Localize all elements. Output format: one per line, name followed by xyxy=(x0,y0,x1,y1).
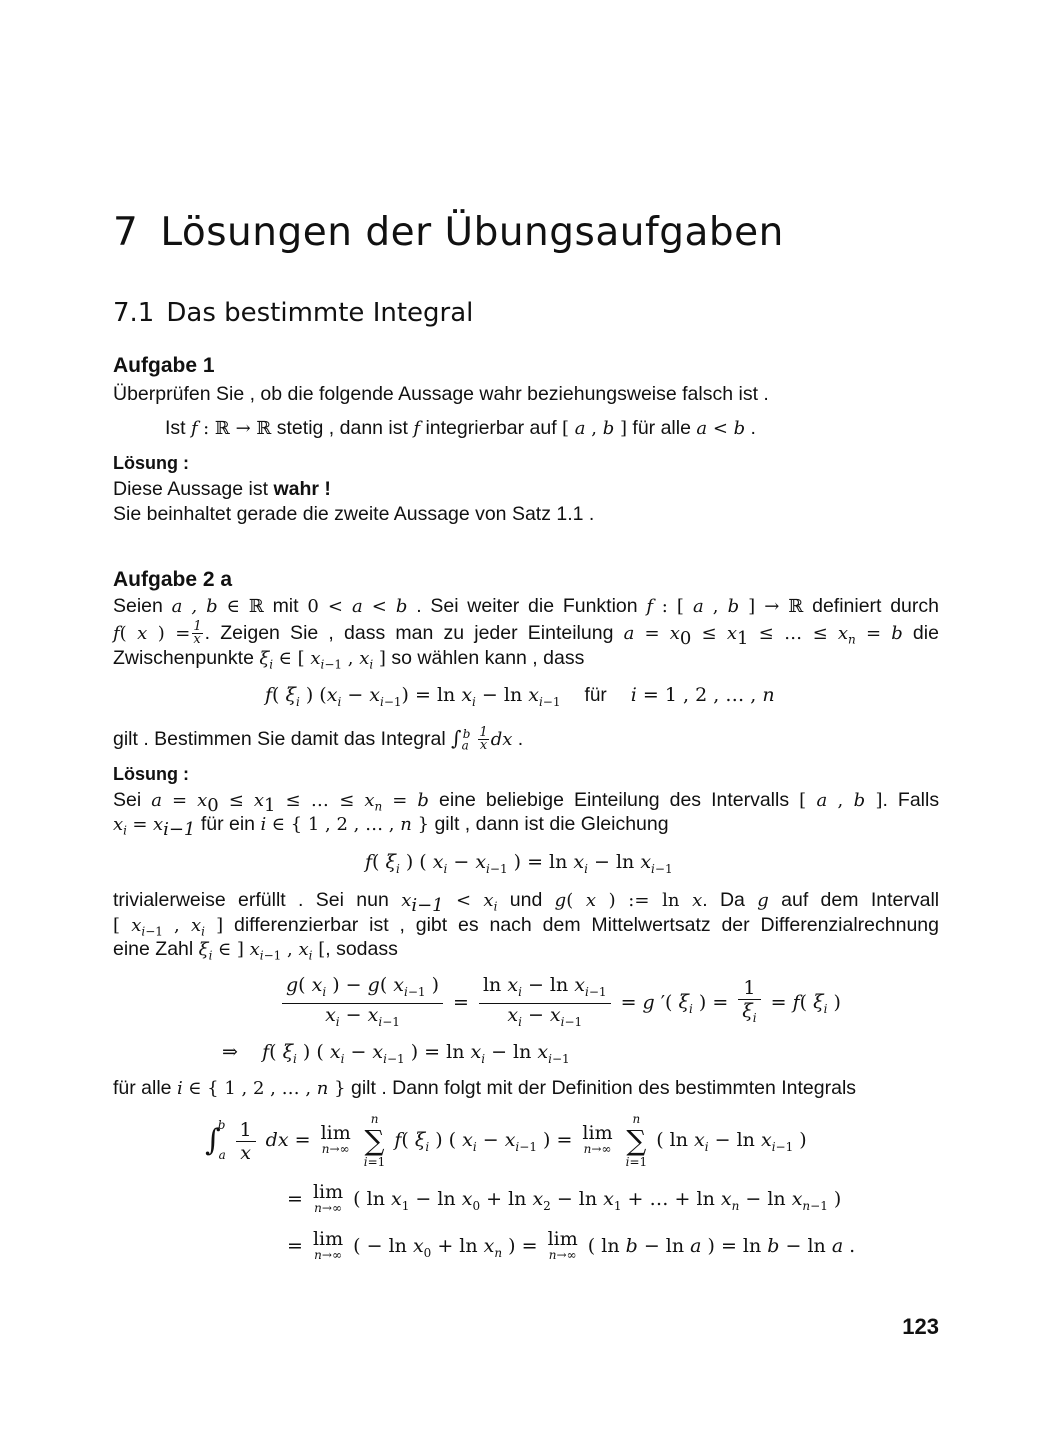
task2-equation-2: f( $\xi_i$ ) ( $x_i - x_{i-1}$ ) = $\ln x_i - \ln x_{i-1}$ xyxy=(365,851,673,876)
task1-solution-label: Lösung : xyxy=(113,453,189,473)
task2-sol2: $x_i = x_{i-1}$ für ein i ∈ { 1 , 2 , … , n } gilt , dann ist die Gleichung xyxy=(113,813,669,840)
task2-sol3: trivialerweise erfüllt . Sei nun $x_{i-1} < x_i$ und g( x ) := ln x. Da g auf dem Intervall xyxy=(113,889,940,916)
task1-statement: Ist f : ℝ → ℝ stetig , dann ist f integrierbar auf [ a , b ] für alle a < b . xyxy=(165,417,756,439)
task2-heading: Aufgabe 2 a xyxy=(113,568,233,591)
task2-equation-1: f( $\xi_i$ ) $(x_i - x_{i-1}) = \ln x_i - \ln x_{i-1}$ für i = 1 , 2 , … , n xyxy=(265,684,775,709)
task2-sol6: für alle i ∈ { 1 , 2 , … , n } gilt . Dann folgt mit der Definition des bestimmten Integrals xyxy=(113,1077,857,1099)
task2-equation-5: $\int_a^b$ $\frac{1}{x}$ dx = lim n→∞ n ∑ i=1 f( $\xi_i$ ) ( $x_i - x_{i-1}$ ) = lim n→∞ n ∑ i=1 ( $\ln x_i - \ln x_{i-1}$ ) xyxy=(205,1112,807,1169)
task1-intro: Überprüfen Sie , ob die folgende Aussage wahr beziehungsweise falsch ist . xyxy=(113,383,769,405)
task2-equation-4: ⇒ f( $\xi_i$ ) ( $x_i - x_{i-1}$ ) = $\ln x_i - \ln x_{i-1}$ xyxy=(222,1041,570,1066)
section-title: 7.1 Das bestimmte Integral xyxy=(113,298,474,328)
chapter-title: 7 Lösungen der Übungsaufgaben xyxy=(113,210,784,255)
task2-equation-6: = lim n→∞ ( $\ln x_1 - \ln x_0 + \ln x_2 - \ln x_1$ + … + $\ln x_n - \ln x_{n-1}$ ) xyxy=(287,1181,842,1215)
task2-solution-label: Lösung : xyxy=(113,764,189,784)
task1-solution-line2: Sie beinhaltet gerade die zweite Aussage von Satz 1.1 . xyxy=(113,503,595,525)
task1-solution-line1: Diese Aussage ist wahr ! xyxy=(113,478,331,500)
task2-line2: f( x ) = $\frac{1}{x}$ . Zeigen Sie , dass man zu jeder Einteilung $a = x_0 \le x_1$ ≤ … ≤ $x_n = b$ die xyxy=(113,619,939,649)
task2-equation-3: $\frac{g( x_i ) - g( x_{i-1} )}{x_i - x_{i-1}}$ = $\frac{\ln x_i - \ln x_{i-1}}{x_i - x_{i-1}}$ = g ′( $\xi_i$ ) = $\frac{1}{\xi_i}$ = f( $\xi_i$ ) xyxy=(278,974,841,1033)
task2-line4: gilt . Bestimmen Sie damit das Integral $\int_a^b$ $\frac{1}{x}$ dx . xyxy=(113,725,524,754)
task2-line3: Zwischenpunkte $\xi_i$ ∈ [ $x_{i-1}$ , $x_i$ ] so wählen kann , dass xyxy=(113,647,585,672)
task1-heading: Aufgabe 1 xyxy=(113,354,215,377)
task2-sol5: eine Zahl $\xi_i$ ∈ ] $x_{i-1}$ , $x_i$ [, sodass xyxy=(113,938,398,963)
task2-sol1: Sei $a = x_0 \le x_1$ ≤ … ≤ $x_n = b$ eine beliebige Einteilung des Intervalls [ a , b ]. Falls xyxy=(113,789,940,816)
task2-line1: Seien a , b ∈ ℝ mit 0 < a < b . Sei weiter die Funktion f : [ a , b ] → ℝ definiert durch xyxy=(113,595,939,617)
page-number: 123 xyxy=(902,1314,939,1339)
task2-equation-7: = lim n→∞ ( − $\ln x_0 + \ln x_n$ ) = lim n→∞ ( ln b − ln a ) = ln b − ln a . xyxy=(287,1228,856,1262)
task2-sol4: [ $x_{i-1}$ , $x_i$ ] differenzierbar ist , gibt es nach dem Mittelwertsatz der Differenzialrechnung xyxy=(113,914,939,939)
